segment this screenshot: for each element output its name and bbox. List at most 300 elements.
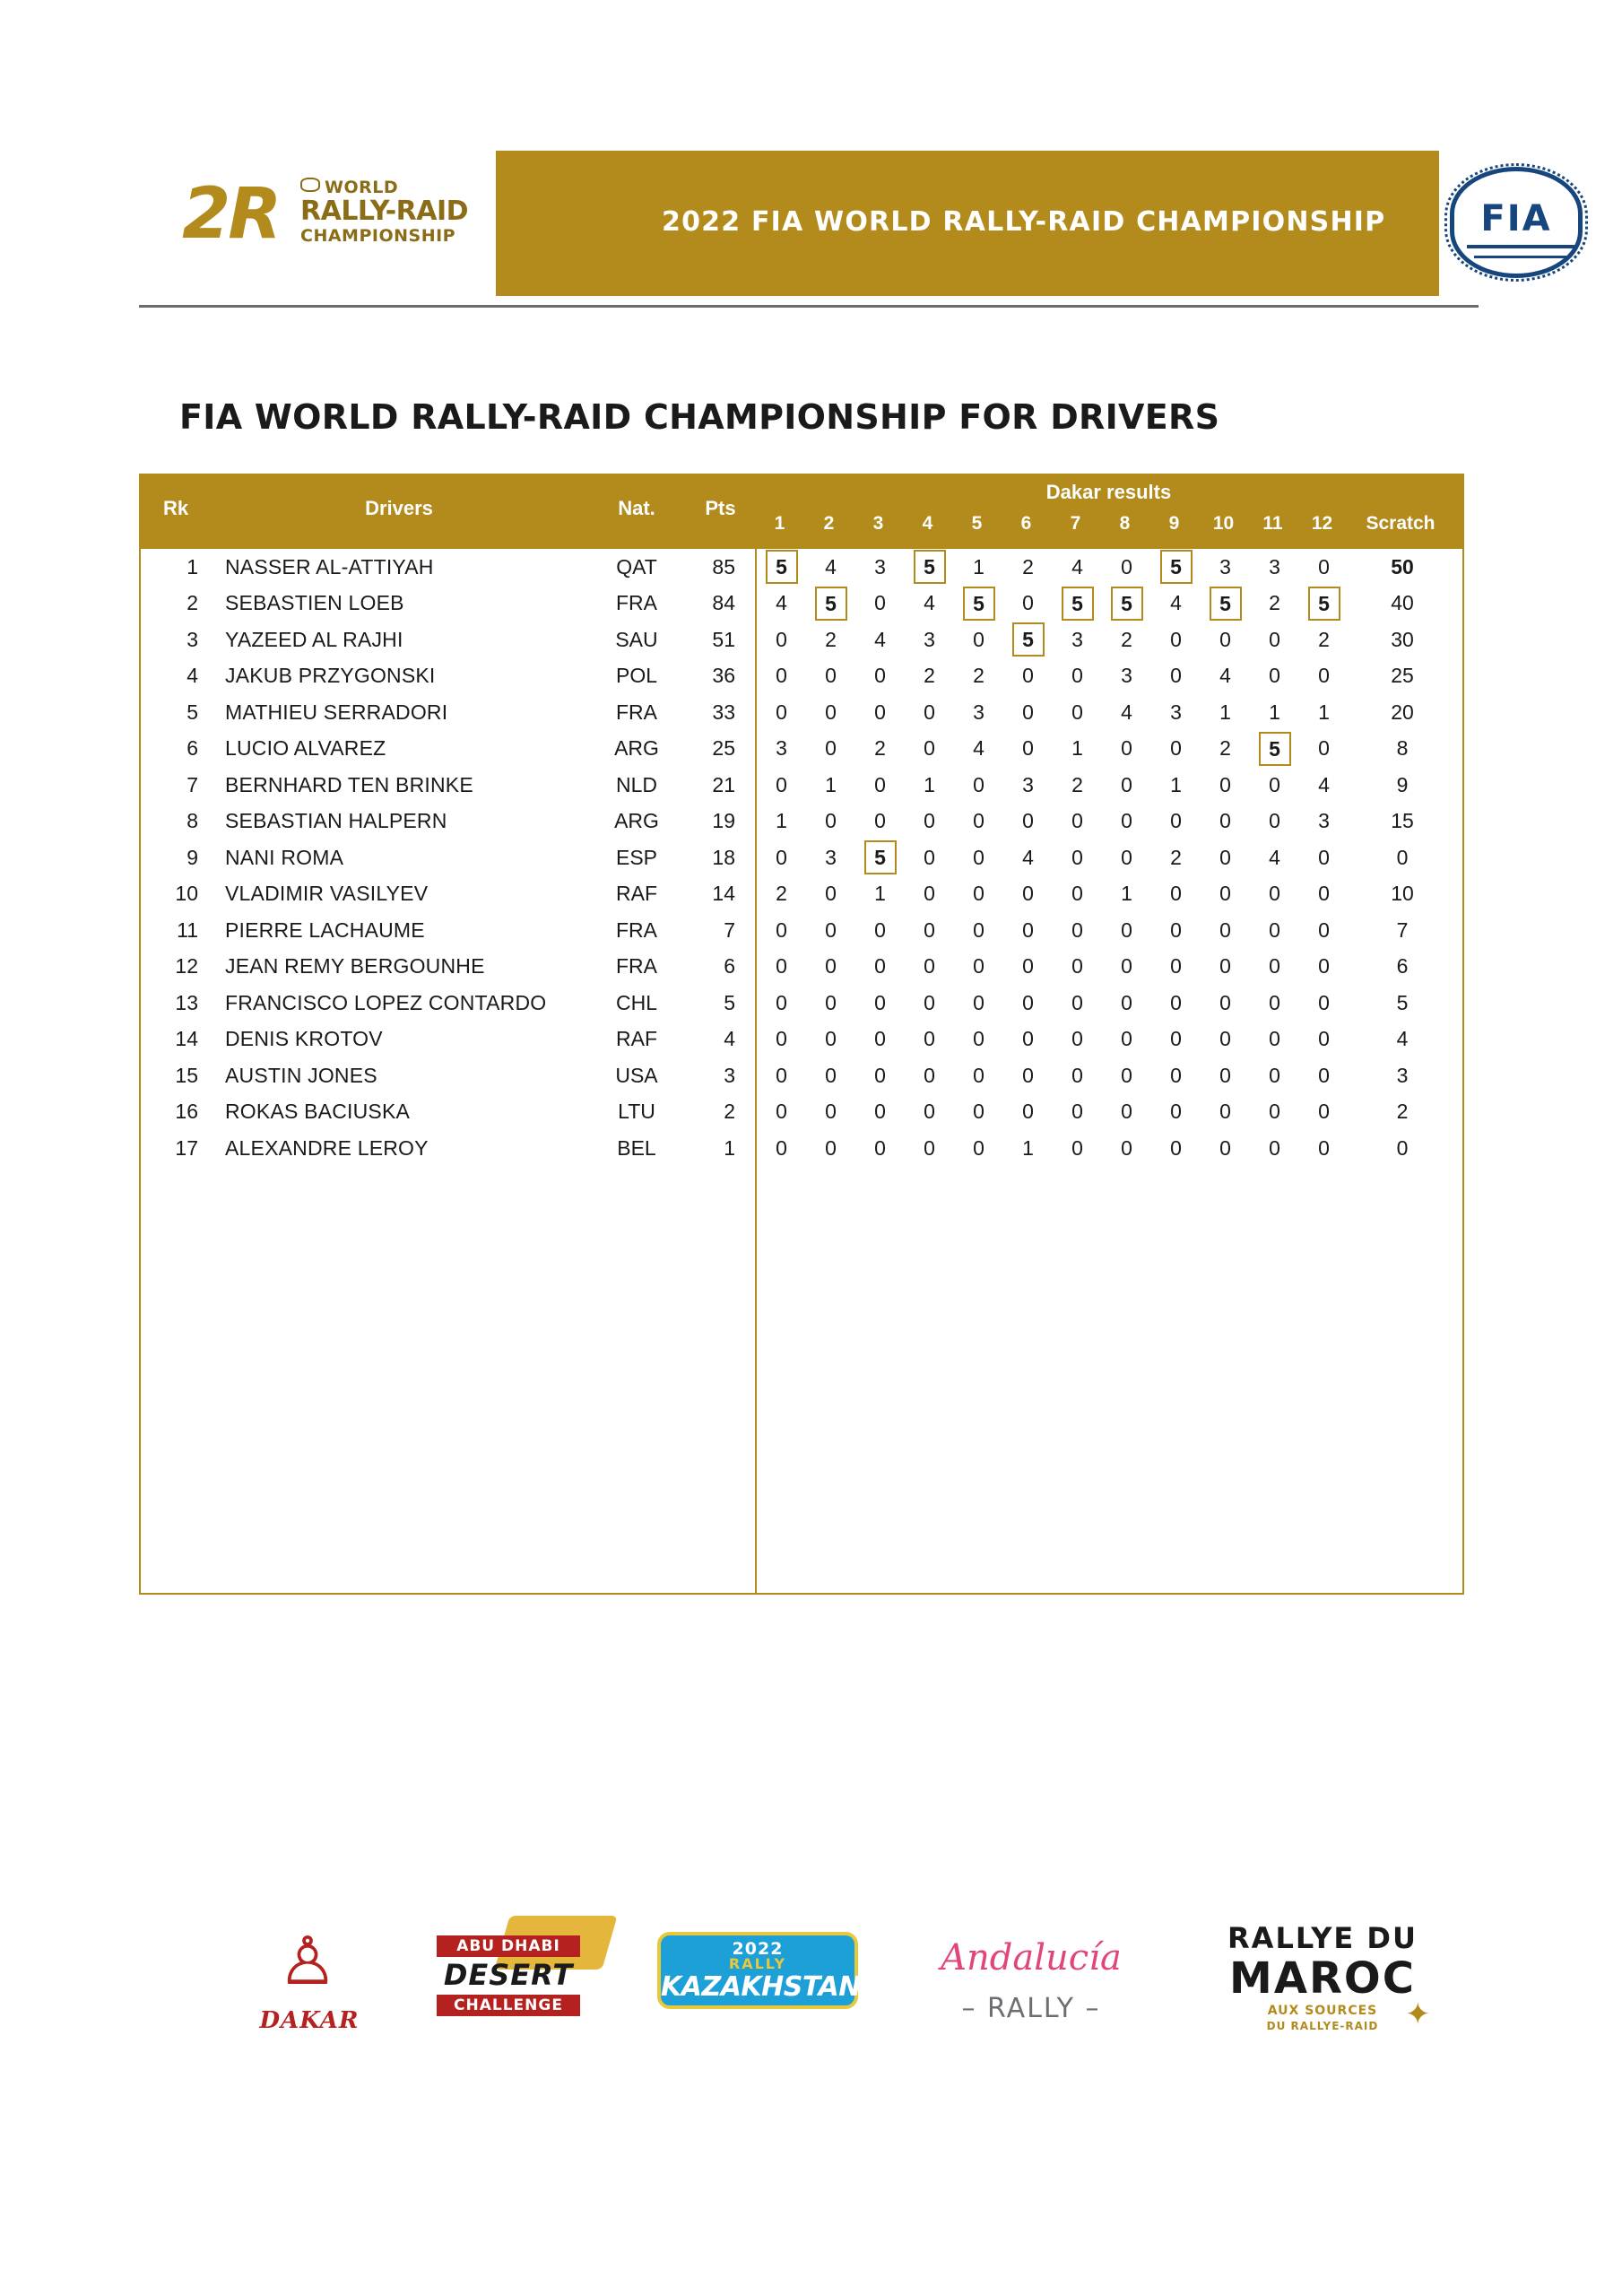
cell-scratch: 2 bbox=[1396, 1100, 1409, 1124]
cell-stage-11: 0 bbox=[1269, 1135, 1280, 1160]
cell-stage-5: 0 bbox=[973, 845, 984, 869]
cell-stage-7: 2 bbox=[1071, 772, 1083, 796]
cell-stage-10: 0 bbox=[1219, 772, 1231, 796]
cell-stage-9: 4 bbox=[1170, 591, 1182, 615]
cell-stage-2: 0 bbox=[825, 664, 837, 688]
cell-stage-5 bbox=[954, 587, 1003, 621]
w2rc-line-world: WORLD bbox=[300, 178, 471, 197]
cell-points: 33 bbox=[712, 700, 735, 724]
cell-stage-1: 0 bbox=[776, 918, 787, 942]
cell-scratch: 8 bbox=[1396, 736, 1409, 761]
cell-rank: 4 bbox=[186, 664, 198, 688]
cell-rank: 7 bbox=[186, 772, 198, 796]
cell-stage-12: 1 bbox=[1318, 700, 1330, 724]
cell-stage-9: 2 bbox=[1170, 845, 1182, 869]
cell-stage-2: 0 bbox=[825, 1027, 837, 1051]
cell-stage-5: 0 bbox=[973, 918, 984, 942]
w2rc-line-championship: CHAMPIONSHIP bbox=[300, 225, 456, 246]
column-header-stage-12: 12 bbox=[1311, 513, 1333, 534]
cell-stage-7: 0 bbox=[1071, 990, 1083, 1014]
stage-win-marker: 5 bbox=[1308, 587, 1340, 621]
fia-oval-icon bbox=[300, 178, 320, 192]
cell-rank: 2 bbox=[186, 591, 198, 615]
cell-stage-1 bbox=[757, 550, 806, 584]
cell-points: 19 bbox=[712, 809, 735, 833]
cell-stage-7: 3 bbox=[1071, 627, 1083, 651]
cell-stage-8: 0 bbox=[1121, 1027, 1132, 1051]
cell-stage-5: 0 bbox=[973, 627, 984, 651]
cell-stage-9: 0 bbox=[1170, 882, 1182, 906]
cell-rank: 13 bbox=[175, 990, 198, 1014]
cell-stage-10: 0 bbox=[1219, 1027, 1231, 1051]
cell-stage-2: 1 bbox=[825, 772, 837, 796]
cell-nationality: CHL bbox=[615, 990, 657, 1014]
cell-stage-6: 0 bbox=[1022, 1100, 1034, 1124]
cell-stage-8: 0 bbox=[1121, 736, 1132, 761]
adc-line-abu-dhabi: ABU DHABI bbox=[437, 1935, 580, 1957]
cell-stage-9: 0 bbox=[1170, 954, 1182, 978]
cell-stage-9: 0 bbox=[1170, 1135, 1182, 1160]
cell-stage-3: 0 bbox=[874, 954, 886, 978]
cell-scratch: 0 bbox=[1396, 845, 1409, 869]
cell-stage-6: 4 bbox=[1022, 845, 1034, 869]
cell-stage-3 bbox=[855, 840, 905, 874]
maroc-line-aux-sources: AUX SOURCES bbox=[1267, 2004, 1378, 2018]
cell-stage-9: 0 bbox=[1170, 1100, 1182, 1124]
cell-driver-name: BERNHARD TEN BRINKE bbox=[225, 772, 473, 796]
cell-scratch: 15 bbox=[1391, 809, 1414, 833]
cell-points: 36 bbox=[712, 664, 735, 688]
table-row bbox=[141, 1057, 1462, 1094]
cell-stage-2: 0 bbox=[825, 1063, 837, 1087]
cell-stage-2: 0 bbox=[825, 700, 837, 724]
cell-rank: 12 bbox=[175, 954, 198, 978]
rally-kazakhstan-logo bbox=[641, 1910, 874, 2054]
cell-stage-10 bbox=[1201, 587, 1250, 621]
cell-stage-8: 0 bbox=[1121, 954, 1132, 978]
cell-stage-10: 0 bbox=[1219, 627, 1231, 651]
cell-points: 51 bbox=[712, 627, 735, 651]
header-title: 2022 FIA WORLD RALLY-RAID CHAMPIONSHIP bbox=[662, 206, 1386, 238]
cell-stage-4: 0 bbox=[924, 1135, 935, 1160]
column-header-scratch: Scratch bbox=[1366, 513, 1436, 534]
column-header-stage-7: 7 bbox=[1070, 513, 1081, 534]
cell-nationality: FRA bbox=[616, 591, 657, 615]
fia-logo bbox=[1441, 160, 1592, 287]
cell-driver-name: VLADIMIR VASILYEV bbox=[225, 882, 429, 906]
cell-stage-8: 0 bbox=[1121, 1063, 1132, 1087]
cell-stage-11: 1 bbox=[1269, 700, 1280, 724]
cell-stage-4: 0 bbox=[924, 882, 935, 906]
cell-stage-5: 0 bbox=[973, 772, 984, 796]
cell-stage-3: 0 bbox=[874, 809, 886, 833]
table-row bbox=[141, 1130, 1462, 1167]
cell-stage-9: 0 bbox=[1170, 809, 1182, 833]
cell-driver-name: MATHIEU SERRADORI bbox=[225, 700, 448, 724]
cell-stage-11: 0 bbox=[1269, 990, 1280, 1014]
cell-stage-2: 0 bbox=[825, 882, 837, 906]
cell-stage-4: 0 bbox=[924, 736, 935, 761]
cell-stage-5: 0 bbox=[973, 1063, 984, 1087]
table-row bbox=[141, 694, 1462, 731]
rallye-du-maroc-logo bbox=[1197, 1910, 1448, 2054]
column-header-stage-3: 3 bbox=[872, 513, 884, 534]
column-header-stage-9: 9 bbox=[1168, 513, 1180, 534]
column-header-stage-2: 2 bbox=[823, 513, 835, 534]
cell-nationality: ESP bbox=[615, 845, 658, 869]
cell-stage-12: 3 bbox=[1318, 809, 1330, 833]
cell-stage-2: 0 bbox=[825, 990, 837, 1014]
cell-nationality: RAF bbox=[616, 1027, 657, 1051]
cell-stage-7: 0 bbox=[1071, 1100, 1083, 1124]
cell-stage-7: 0 bbox=[1071, 954, 1083, 978]
cell-stage-1: 3 bbox=[776, 736, 787, 761]
cell-stage-4: 0 bbox=[924, 1027, 935, 1051]
cell-stage-6: 0 bbox=[1022, 918, 1034, 942]
cell-stage-8: 0 bbox=[1121, 554, 1132, 578]
cell-rank: 6 bbox=[186, 736, 198, 761]
cell-scratch: 20 bbox=[1391, 700, 1414, 724]
cell-rank: 3 bbox=[186, 627, 198, 651]
cell-stage-6: 0 bbox=[1022, 809, 1034, 833]
cell-stage-11: 2 bbox=[1269, 591, 1280, 615]
cell-points: 18 bbox=[712, 845, 735, 869]
cell-stage-1: 0 bbox=[776, 700, 787, 724]
cell-nationality: SAU bbox=[615, 627, 658, 651]
cell-scratch: 50 bbox=[1391, 554, 1414, 578]
page-title: FIA WORLD RALLY-RAID CHAMPIONSHIP FOR DRIVERS bbox=[179, 397, 1220, 437]
cell-stage-8: 0 bbox=[1121, 772, 1132, 796]
cell-nationality: POL bbox=[615, 664, 658, 688]
cell-stage-5: 0 bbox=[973, 1135, 984, 1160]
column-header-points: Pts bbox=[705, 497, 736, 519]
header-band bbox=[496, 151, 1439, 296]
cell-stage-12: 0 bbox=[1318, 845, 1330, 869]
cell-stage-4: 0 bbox=[924, 809, 935, 833]
cell-stage-12: 0 bbox=[1318, 664, 1330, 688]
cell-stage-2: 0 bbox=[825, 918, 837, 942]
cell-stage-8: 0 bbox=[1121, 918, 1132, 942]
fia-badge-label: FIA bbox=[1480, 198, 1552, 239]
cell-stage-4: 0 bbox=[924, 845, 935, 869]
cell-stage-2: 0 bbox=[825, 736, 837, 761]
table-row bbox=[141, 985, 1462, 1022]
kaz-year: 2022 bbox=[732, 1939, 784, 1959]
cell-stage-10: 0 bbox=[1219, 1135, 1231, 1160]
cell-stage-4: 0 bbox=[924, 700, 935, 724]
cell-points: 7 bbox=[724, 918, 735, 942]
cell-stage-12: 0 bbox=[1318, 1100, 1330, 1124]
dakar-wordmark: DAKAR bbox=[259, 2007, 360, 2034]
cell-stage-7: 0 bbox=[1071, 664, 1083, 688]
table-row bbox=[141, 912, 1462, 949]
cell-stage-10: 0 bbox=[1219, 809, 1231, 833]
cell-stage-1: 0 bbox=[776, 1027, 787, 1051]
cell-driver-name: LUCIO ALVAREZ bbox=[225, 736, 386, 761]
stage-win-marker: 5 bbox=[1160, 550, 1193, 584]
cell-stage-9 bbox=[1151, 550, 1201, 584]
cell-stage-5: 0 bbox=[973, 954, 984, 978]
cell-stage-6: 0 bbox=[1022, 954, 1034, 978]
cell-rank: 17 bbox=[175, 1135, 198, 1160]
cell-stage-4: 1 bbox=[924, 772, 935, 796]
cell-points: 6 bbox=[724, 954, 735, 978]
cell-stage-10: 2 bbox=[1219, 736, 1231, 761]
cell-stage-8: 0 bbox=[1121, 845, 1132, 869]
cell-stage-10: 0 bbox=[1219, 1100, 1231, 1124]
column-header-stage-5: 5 bbox=[971, 513, 983, 534]
cell-nationality: ARG bbox=[614, 809, 659, 833]
cell-stage-7: 4 bbox=[1071, 554, 1083, 578]
table-row bbox=[141, 658, 1462, 695]
stage-win-marker: 5 bbox=[914, 550, 946, 584]
cell-rank: 8 bbox=[186, 809, 198, 833]
kaz-plate-shape bbox=[657, 1932, 861, 2009]
cell-scratch: 7 bbox=[1396, 918, 1409, 942]
stage-win-marker: 5 bbox=[864, 840, 897, 874]
cell-stage-3: 0 bbox=[874, 772, 886, 796]
adc-line-desert: DESERT bbox=[443, 1958, 574, 1992]
stage-win-marker: 5 bbox=[1259, 732, 1291, 766]
cell-stage-6: 2 bbox=[1022, 554, 1034, 578]
cell-driver-name: SEBASTIEN LOEB bbox=[225, 591, 404, 615]
cell-stage-6: 3 bbox=[1022, 772, 1034, 796]
table-header-right bbox=[755, 475, 1462, 549]
cell-points: 2 bbox=[724, 1100, 735, 1124]
stage-win-marker: 5 bbox=[1012, 622, 1045, 657]
stage-win-marker: 5 bbox=[1062, 587, 1094, 621]
table-header bbox=[141, 475, 1462, 549]
cell-points: 84 bbox=[712, 591, 735, 615]
cell-stage-6: 0 bbox=[1022, 591, 1034, 615]
cell-stage-6: 1 bbox=[1022, 1135, 1034, 1160]
cell-stage-6: 0 bbox=[1022, 664, 1034, 688]
cell-stage-2: 2 bbox=[825, 627, 837, 651]
table-row bbox=[141, 839, 1462, 876]
table-row bbox=[141, 949, 1462, 986]
cell-stage-6 bbox=[1003, 622, 1053, 657]
cell-stage-11: 0 bbox=[1269, 809, 1280, 833]
cell-stage-10: 0 bbox=[1219, 954, 1231, 978]
table-header-left bbox=[141, 475, 755, 549]
cell-stage-1: 0 bbox=[776, 1063, 787, 1087]
cell-stage-1: 0 bbox=[776, 990, 787, 1014]
cell-stage-4: 2 bbox=[924, 664, 935, 688]
cell-stage-10: 0 bbox=[1219, 918, 1231, 942]
cell-stage-8: 3 bbox=[1121, 664, 1132, 688]
maroc-star-icon: ✦ bbox=[1405, 1997, 1431, 2031]
cell-scratch: 25 bbox=[1391, 664, 1414, 688]
cell-driver-name: AUSTIN JONES bbox=[225, 1063, 377, 1087]
cell-stage-5: 1 bbox=[973, 554, 984, 578]
cell-nationality: FRA bbox=[616, 954, 657, 978]
table-row bbox=[141, 876, 1462, 913]
cell-stage-5: 3 bbox=[973, 700, 984, 724]
abu-dhabi-desert-challenge-logo bbox=[417, 1910, 614, 2054]
cell-nationality: NLD bbox=[615, 772, 657, 796]
header-divider bbox=[139, 305, 1479, 308]
column-header-nationality: Nat. bbox=[618, 497, 655, 519]
cell-stage-11: 0 bbox=[1269, 1100, 1280, 1124]
cell-stage-9: 0 bbox=[1170, 990, 1182, 1014]
cell-stage-8: 1 bbox=[1121, 882, 1132, 906]
page-header bbox=[139, 151, 1552, 296]
cell-stage-6: 0 bbox=[1022, 736, 1034, 761]
cell-stage-11: 0 bbox=[1269, 1063, 1280, 1087]
cell-driver-name: ROKAS BACIUSKA bbox=[225, 1100, 411, 1124]
cell-rank: 11 bbox=[177, 918, 198, 942]
cell-nationality: FRA bbox=[616, 918, 657, 942]
cell-stage-4: 0 bbox=[924, 990, 935, 1014]
cell-stage-4: 0 bbox=[924, 918, 935, 942]
cell-stage-11 bbox=[1250, 732, 1299, 766]
stage-win-marker: 5 bbox=[815, 587, 847, 621]
andalucia-rally-label: – RALLY – bbox=[961, 1993, 1101, 2024]
standings-table bbox=[139, 474, 1464, 1595]
cell-stage-1: 0 bbox=[776, 1135, 787, 1160]
cell-rank: 10 bbox=[175, 882, 198, 906]
column-group-dakar-results: Dakar results bbox=[1045, 481, 1172, 503]
cell-stage-8: 0 bbox=[1121, 990, 1132, 1014]
cell-stage-6: 0 bbox=[1022, 1063, 1034, 1087]
fia-badge-bar-2 bbox=[1474, 256, 1567, 258]
cell-stage-7: 0 bbox=[1071, 1063, 1083, 1087]
cell-stage-11: 0 bbox=[1269, 627, 1280, 651]
cell-stage-9: 0 bbox=[1170, 627, 1182, 651]
cell-stage-6: 0 bbox=[1022, 1027, 1034, 1051]
cell-scratch: 30 bbox=[1391, 627, 1414, 651]
cell-stage-6: 0 bbox=[1022, 700, 1034, 724]
cell-stage-8: 0 bbox=[1121, 1135, 1132, 1160]
cell-stage-9: 0 bbox=[1170, 664, 1182, 688]
cell-scratch: 3 bbox=[1396, 1063, 1409, 1087]
cell-scratch: 0 bbox=[1396, 1135, 1409, 1160]
w2rc-logo bbox=[175, 163, 471, 282]
column-header-rank: Rk bbox=[162, 497, 189, 519]
table-row bbox=[141, 767, 1462, 804]
cell-stage-2: 0 bbox=[825, 1100, 837, 1124]
cell-stage-7: 0 bbox=[1071, 845, 1083, 869]
cell-stage-2: 3 bbox=[825, 845, 837, 869]
cell-stage-5: 0 bbox=[973, 1100, 984, 1124]
cell-stage-8 bbox=[1102, 587, 1151, 621]
cell-stage-2: 0 bbox=[825, 809, 837, 833]
fia-badge-bar-1 bbox=[1467, 245, 1574, 248]
cell-stage-9: 0 bbox=[1170, 918, 1182, 942]
cell-stage-3: 0 bbox=[874, 1027, 886, 1051]
cell-driver-name: NASSER AL-ATTIYAH bbox=[225, 554, 434, 578]
cell-stage-11: 0 bbox=[1269, 772, 1280, 796]
cell-stage-2: 4 bbox=[825, 554, 837, 578]
cell-points: 1 bbox=[724, 1135, 735, 1160]
column-header-stage-11: 11 bbox=[1262, 513, 1283, 534]
cell-stage-3: 0 bbox=[874, 1063, 886, 1087]
cell-stage-12: 0 bbox=[1318, 882, 1330, 906]
cell-stage-12: 4 bbox=[1318, 772, 1330, 796]
cell-nationality: QAT bbox=[616, 554, 657, 578]
column-header-stage-1: 1 bbox=[774, 513, 785, 534]
table-body bbox=[141, 549, 1462, 1167]
cell-stage-12: 2 bbox=[1318, 627, 1330, 651]
cell-stage-1: 0 bbox=[776, 1100, 787, 1124]
cell-stage-2: 0 bbox=[825, 1135, 837, 1160]
cell-stage-3: 0 bbox=[874, 1135, 886, 1160]
cell-nationality: USA bbox=[615, 1063, 658, 1087]
cell-stage-12 bbox=[1299, 587, 1349, 621]
table-row bbox=[141, 549, 1462, 586]
cell-stage-7: 0 bbox=[1071, 1135, 1083, 1160]
cell-stage-8: 0 bbox=[1121, 809, 1132, 833]
cell-stage-9: 1 bbox=[1170, 772, 1182, 796]
cell-rank: 14 bbox=[175, 1027, 198, 1051]
cell-stage-4: 3 bbox=[924, 627, 935, 651]
maroc-line-du-rallye-raid: DU RALLYE-RAID bbox=[1266, 2020, 1379, 2032]
cell-points: 4 bbox=[724, 1027, 735, 1051]
cell-stage-7 bbox=[1053, 587, 1102, 621]
cell-stage-5: 2 bbox=[973, 664, 984, 688]
cell-stage-7: 0 bbox=[1071, 882, 1083, 906]
cell-stage-2: 0 bbox=[825, 954, 837, 978]
cell-stage-11: 0 bbox=[1269, 1027, 1280, 1051]
cell-stage-11: 0 bbox=[1269, 954, 1280, 978]
cell-stage-12: 0 bbox=[1318, 954, 1330, 978]
cell-stage-1: 0 bbox=[776, 845, 787, 869]
cell-stage-4: 4 bbox=[924, 591, 935, 615]
cell-stage-12: 0 bbox=[1318, 1063, 1330, 1087]
cell-points: 5 bbox=[724, 990, 735, 1014]
cell-stage-1: 0 bbox=[776, 772, 787, 796]
column-header-drivers: Drivers bbox=[365, 497, 433, 519]
cell-stage-10: 0 bbox=[1219, 882, 1231, 906]
cell-stage-12: 0 bbox=[1318, 554, 1330, 578]
andalucia-rally-logo bbox=[919, 1910, 1143, 2054]
cell-stage-1: 1 bbox=[776, 809, 787, 833]
dakar-logo bbox=[220, 1910, 399, 2054]
cell-stage-7: 0 bbox=[1071, 918, 1083, 942]
cell-driver-name: NANI ROMA bbox=[225, 845, 344, 869]
cell-stage-10: 0 bbox=[1219, 1063, 1231, 1087]
table-row bbox=[141, 1022, 1462, 1058]
cell-stage-10: 0 bbox=[1219, 990, 1231, 1014]
cell-driver-name: JEAN REMY BERGOUNHE bbox=[225, 954, 485, 978]
column-header-stage-10: 10 bbox=[1212, 513, 1235, 534]
cell-stage-3: 0 bbox=[874, 918, 886, 942]
cell-stage-8: 2 bbox=[1121, 627, 1132, 651]
cell-scratch: 5 bbox=[1396, 990, 1409, 1014]
cell-stage-4 bbox=[905, 550, 954, 584]
cell-stage-5: 0 bbox=[973, 1027, 984, 1051]
cell-stage-1: 0 bbox=[776, 627, 787, 651]
maroc-line-maroc: MAROC bbox=[1229, 1953, 1416, 2004]
cell-stage-9: 0 bbox=[1170, 1063, 1182, 1087]
cell-stage-1: 0 bbox=[776, 664, 787, 688]
cell-stage-3: 0 bbox=[874, 700, 886, 724]
cell-stage-12: 0 bbox=[1318, 990, 1330, 1014]
cell-nationality: RAF bbox=[616, 882, 657, 906]
cell-points: 85 bbox=[712, 554, 735, 578]
cell-nationality: LTU bbox=[618, 1100, 655, 1124]
adc-line-challenge: CHALLENGE bbox=[437, 1995, 580, 2016]
cell-rank: 16 bbox=[175, 1100, 198, 1124]
cell-stage-12: 0 bbox=[1318, 1027, 1330, 1051]
cell-driver-name: YAZEED AL RAJHI bbox=[225, 627, 403, 651]
cell-stage-3: 2 bbox=[874, 736, 886, 761]
cell-rank: 1 bbox=[186, 554, 198, 578]
cell-stage-3: 4 bbox=[874, 627, 886, 651]
cell-stage-10: 4 bbox=[1219, 664, 1231, 688]
cell-stage-7: 1 bbox=[1071, 736, 1083, 761]
cell-stage-12: 0 bbox=[1318, 918, 1330, 942]
